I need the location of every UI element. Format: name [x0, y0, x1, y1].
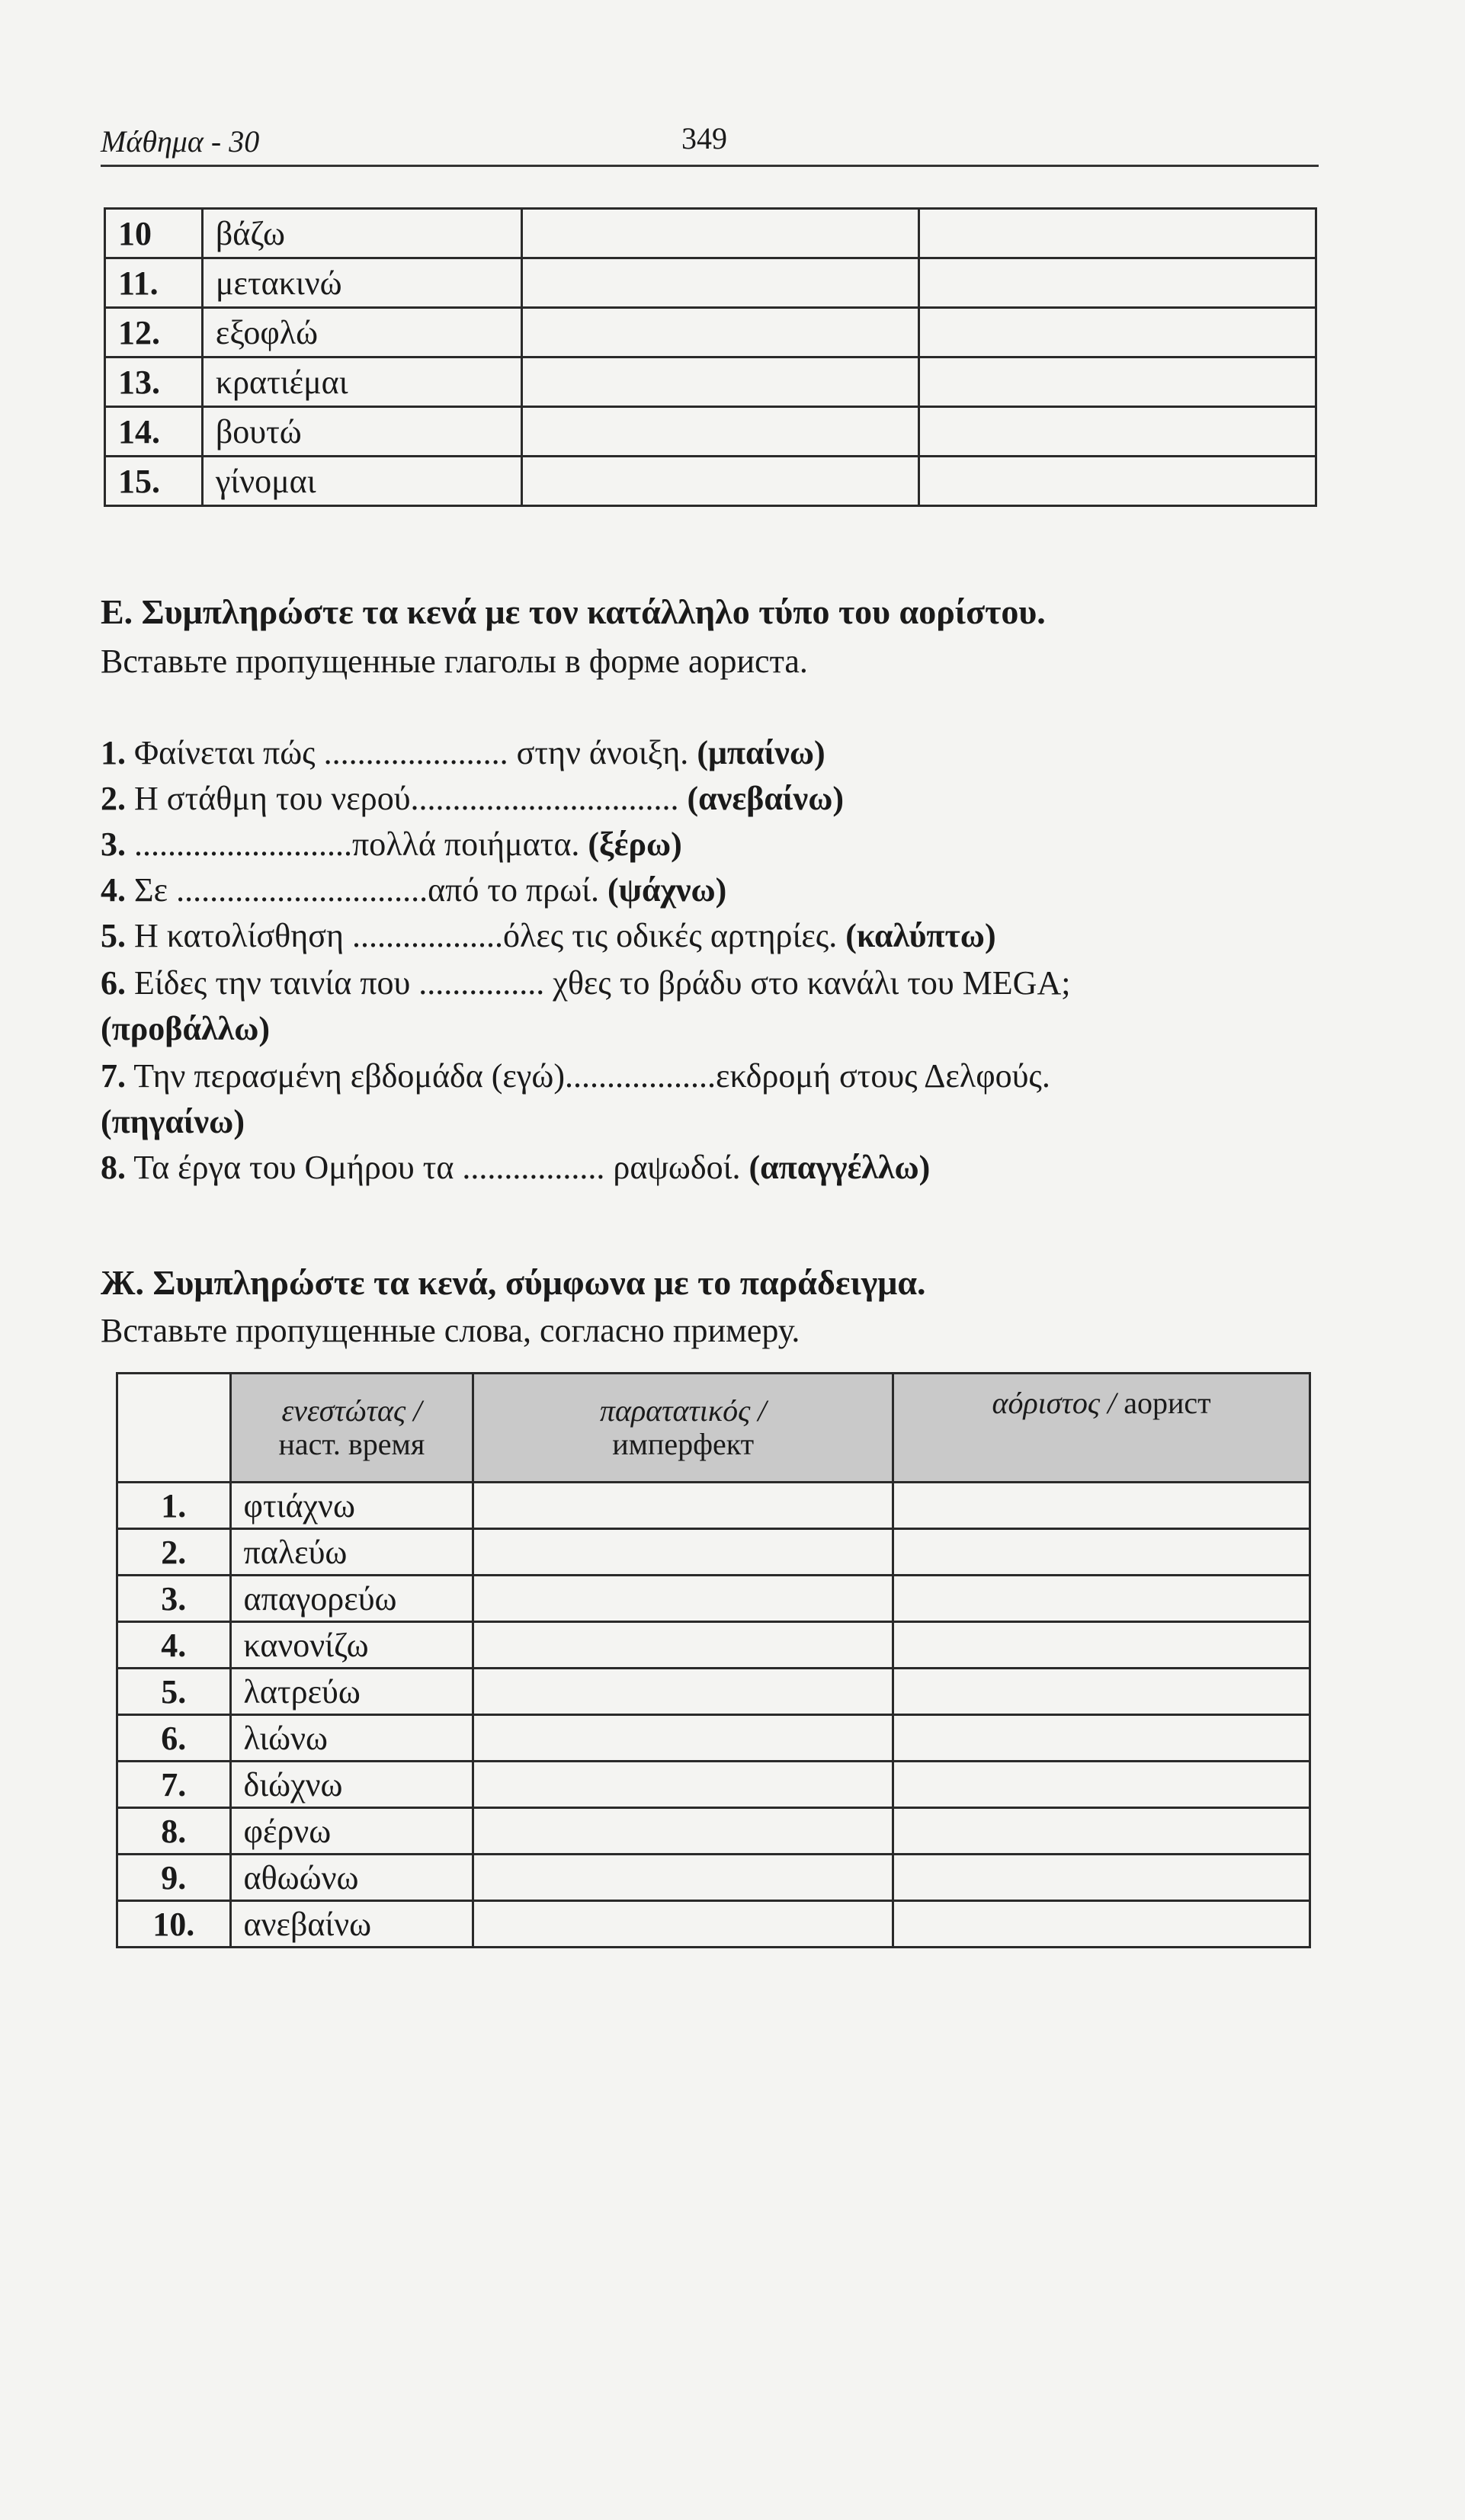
row-number: 2.: [117, 1529, 231, 1576]
row-verb: κανονίζω: [230, 1622, 473, 1669]
answer-cell[interactable]: [473, 1622, 893, 1669]
item-number: 2.: [101, 780, 126, 817]
section-zh-subtitle: Вставьте пропущенные слова, согласно примеру.: [101, 1312, 800, 1349]
table-row: [117, 1855, 1310, 1901]
row-verb: μετακινώ: [202, 258, 521, 308]
header-aorist: [893, 1374, 1310, 1483]
answer-cell[interactable]: [521, 407, 918, 457]
verb-hint: (πηγαίνω): [101, 1103, 245, 1140]
item-text: Σε ..............................από το πρωί.: [134, 871, 608, 909]
exercise-line: [101, 777, 1320, 820]
item-text: Είδες την ταινία που ............... χθες το βράδυ στο κανάλι του MEGA;: [134, 964, 1071, 1002]
answer-cell[interactable]: [918, 308, 1316, 357]
row-number: 10: [105, 209, 203, 258]
item-number: 1.: [101, 734, 126, 771]
table-row: [117, 1576, 1310, 1622]
header-aorist-ru: аорист: [1124, 1386, 1211, 1420]
answer-cell[interactable]: [893, 1576, 1310, 1622]
section-zh-title: Ж. Συμπληρώστε τα κενά, σύμφωνα με το παράδειγμα.: [101, 1263, 926, 1302]
item-text: Τα έργα του Ομήρου τα ................. ραψωδοί.: [133, 1149, 749, 1186]
answer-cell[interactable]: [893, 1901, 1310, 1948]
answer-cell[interactable]: [918, 357, 1316, 407]
verb-hint: (μπαίνω): [697, 734, 825, 771]
row-number: 3.: [117, 1576, 231, 1622]
row-verb: φέρνω: [230, 1808, 473, 1855]
item-number: 3.: [101, 826, 126, 863]
row-verb: αθωώνω: [230, 1855, 473, 1901]
table-body: [117, 1483, 1310, 1948]
answer-cell[interactable]: [473, 1669, 893, 1715]
header-present-gr: ενεστώτας /: [281, 1393, 422, 1428]
table-row: [105, 209, 1316, 258]
header-imperfect-ru: имперфект: [612, 1427, 755, 1461]
exercise-line: [101, 1008, 1320, 1050]
table-body: [105, 209, 1316, 506]
exercise-line: [101, 915, 1320, 957]
table-row: [117, 1529, 1310, 1576]
item-number: 5.: [101, 917, 126, 954]
row-number: 14.: [105, 407, 203, 457]
table-row: [117, 1901, 1310, 1948]
item-text: Η στάθμη του νερού................................: [134, 780, 688, 817]
row-number: 1.: [117, 1483, 231, 1529]
answer-cell[interactable]: [473, 1715, 893, 1762]
table-row: [117, 1808, 1310, 1855]
row-verb: διώχνω: [230, 1762, 473, 1808]
row-verb: λιώνω: [230, 1715, 473, 1762]
row-number: 12.: [105, 308, 203, 357]
row-number: 6.: [117, 1715, 231, 1762]
verb-hint: (ψάχνω): [607, 871, 727, 909]
answer-cell[interactable]: [473, 1855, 893, 1901]
conjugation-table-bottom: [116, 1372, 1311, 1948]
row-verb: απαγορεύω: [230, 1576, 473, 1622]
exercise-line: [101, 869, 1320, 912]
answer-cell[interactable]: [473, 1901, 893, 1948]
answer-cell[interactable]: [473, 1576, 893, 1622]
item-number: 6.: [101, 964, 126, 1002]
item-number: 7.: [101, 1057, 126, 1095]
item-text: Η κατολίσθηση ..................όλες τις οδικές αρτηρίες.: [134, 917, 846, 954]
table-header-row: [117, 1374, 1310, 1483]
row-verb: εξοφλώ: [202, 308, 521, 357]
row-verb: φτιάχνω: [230, 1483, 473, 1529]
answer-cell[interactable]: [521, 357, 918, 407]
lesson-label: Μάθημα - 30: [101, 124, 260, 159]
row-verb: παλεύω: [230, 1529, 473, 1576]
table-row: [105, 357, 1316, 407]
row-verb: λατρεύω: [230, 1669, 473, 1715]
table-row: [117, 1669, 1310, 1715]
answer-cell[interactable]: [521, 258, 918, 308]
row-number: 9.: [117, 1855, 231, 1901]
item-text: Την περασμένη εβδομάδα (εγώ)..................εκδρομή στους Δελφούς.: [133, 1057, 1050, 1095]
verb-hint: (απαγγέλλω): [749, 1149, 931, 1186]
exercise-line: [101, 732, 1320, 774]
answer-cell[interactable]: [473, 1529, 893, 1576]
verb-hint: (προβάλλω): [101, 1010, 271, 1047]
answer-cell[interactable]: [893, 1808, 1310, 1855]
verb-hint: (ανεβαίνω): [687, 780, 845, 817]
answer-cell[interactable]: [893, 1669, 1310, 1715]
answer-cell[interactable]: [473, 1762, 893, 1808]
answer-cell[interactable]: [893, 1483, 1310, 1529]
header-aorist-gr: αόριστος /: [992, 1386, 1117, 1420]
running-head: [101, 120, 1319, 167]
table-row: [105, 407, 1316, 457]
item-text: Φαίνεται πώς ...................... στην άνοιξη.: [134, 734, 697, 771]
row-number: 4.: [117, 1622, 231, 1669]
row-number: 11.: [105, 258, 203, 308]
item-number: 4.: [101, 871, 126, 909]
answer-cell[interactable]: [918, 258, 1316, 308]
table-row: [117, 1762, 1310, 1808]
row-verb: ανεβαίνω: [230, 1901, 473, 1948]
exercise-line: [101, 823, 1320, 866]
header-imperfect-gr: παρατατικός /: [599, 1393, 767, 1428]
row-number: 8.: [117, 1808, 231, 1855]
conjugation-table-top: [104, 207, 1317, 507]
row-number: 15.: [105, 457, 203, 506]
section-e-title: Ε. Συμπληρώστε τα κενά με τον κατάλληλο τύπο του αορίστου.: [101, 592, 1046, 631]
table-row: [117, 1622, 1310, 1669]
table-row: [105, 457, 1316, 506]
verb-hint: (ξέρω): [588, 826, 682, 863]
page-number: 349: [681, 121, 727, 155]
table-row: [117, 1483, 1310, 1529]
answer-cell[interactable]: [521, 209, 918, 258]
header-present-ru: наст. время: [278, 1427, 425, 1461]
answer-cell[interactable]: [893, 1762, 1310, 1808]
item-number: 8.: [101, 1149, 126, 1186]
item-text: ..........................πολλά ποιήματα.: [134, 826, 588, 863]
answer-cell[interactable]: [893, 1855, 1310, 1901]
answer-cell[interactable]: [918, 209, 1316, 258]
header-present: [230, 1374, 473, 1483]
answer-cell[interactable]: [893, 1529, 1310, 1576]
exercise-line: [101, 1055, 1320, 1098]
answer-cell[interactable]: [521, 308, 918, 357]
row-verb: βάζω: [202, 209, 521, 258]
answer-cell[interactable]: [473, 1483, 893, 1529]
verb-hint: (καλύπτω): [845, 917, 996, 954]
row-number: 13.: [105, 357, 203, 407]
table-row: [105, 258, 1316, 308]
exercise-line: [101, 1101, 1320, 1143]
exercise-line: [101, 1146, 1320, 1189]
answer-cell[interactable]: [893, 1622, 1310, 1669]
row-number: 5.: [117, 1669, 231, 1715]
exercise-line: [101, 962, 1320, 1005]
row-number: 7.: [117, 1762, 231, 1808]
row-verb: βουτώ: [202, 407, 521, 457]
table-row: [105, 308, 1316, 357]
answer-cell[interactable]: [473, 1808, 893, 1855]
answer-cell[interactable]: [521, 457, 918, 506]
answer-cell[interactable]: [918, 457, 1316, 506]
header-empty-cell: [117, 1374, 231, 1483]
answer-cell[interactable]: [918, 407, 1316, 457]
header-imperfect: [473, 1374, 893, 1483]
row-verb: γίνομαι: [202, 457, 521, 506]
section-e-subtitle: Вставьте пропущенные глаголы в форме аориста.: [101, 643, 808, 680]
row-number: 10.: [117, 1901, 231, 1948]
table-row: [117, 1715, 1310, 1762]
row-verb: κρατιέμαι: [202, 357, 521, 407]
answer-cell[interactable]: [893, 1715, 1310, 1762]
